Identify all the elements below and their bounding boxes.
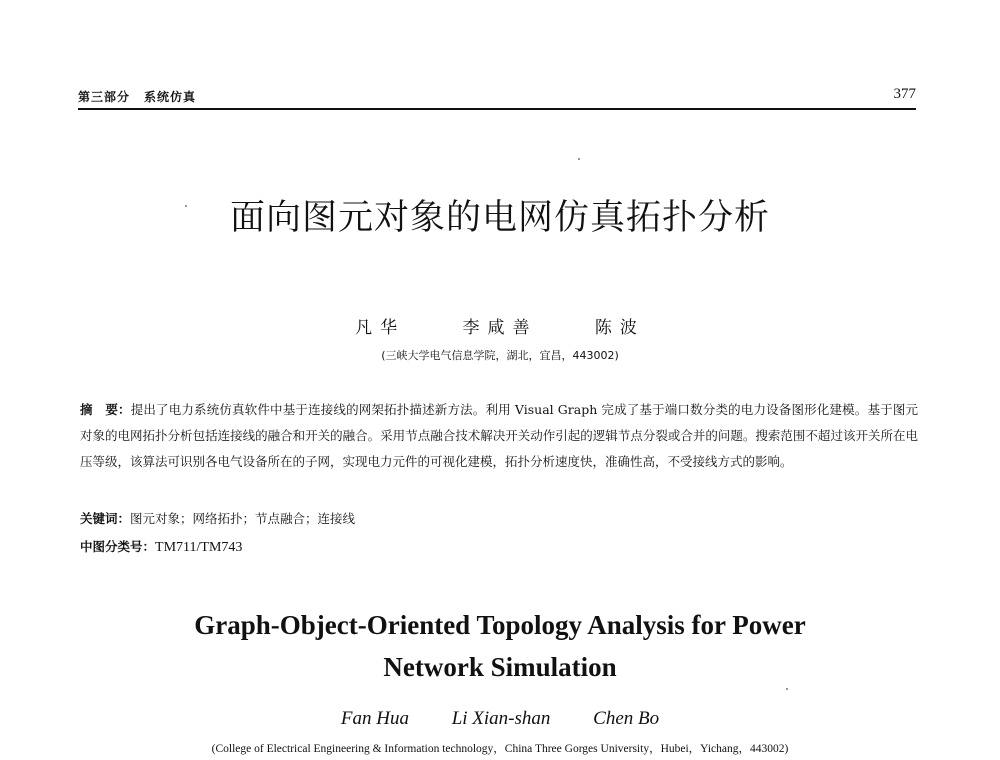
author-1-en: Fan Hua — [340, 708, 409, 729]
page-number: 377 — [893, 86, 916, 102]
classification-number — [80, 537, 918, 556]
abstract-label: 摘 要： — [80, 402, 131, 417]
abstract-text: 提出了电力系统仿真软件中基于连接线的网架拓扑描述新方法。利用 Visual Graph 完成了基于端口数分类的电力设备图形化建模。基于图元对象的电网拓扑分析包括连接线的融合和开关的融合。采用节点融合技术解决开关动作引起的逻辑节点分裂或合并的问题。搜索范围不超过该开关所在电压等级，该算法可识别各电气设备所在的子网，实现电力元件的可视化建模，拓扑分析速度快，准确性高，不受接线方式的影响。 — [80, 402, 918, 469]
affiliation-english: (College of Electrical Engineering & Information technology，China Three Gorges University，Hubei，Yichang，443002) — [211, 743, 789, 755]
authors-chinese — [0, 313, 1000, 338]
author-3-cn: 陈波 — [594, 318, 645, 338]
keywords — [80, 509, 918, 527]
classification-label: 中图分类号： — [80, 539, 156, 554]
scan-speck — [578, 158, 580, 160]
author-3-en: Chen Bo — [593, 708, 660, 729]
keywords-text: 图元对象；网络拓扑；节点融合；连接线 — [130, 511, 356, 526]
authors-english — [0, 708, 1000, 730]
running-head — [78, 86, 916, 110]
author-1-cn: 凡华 — [355, 318, 406, 338]
title-english — [0, 604, 1000, 688]
running-head-section — [78, 88, 196, 105]
classification-value: TM711/TM743 — [155, 540, 243, 555]
abstract — [80, 397, 918, 475]
section-label: 第三部分 — [78, 90, 131, 104]
title-chinese: 面向图元对象的电网仿真拓扑分析 — [229, 198, 770, 238]
author-2-en: Li Xian-shan — [451, 708, 551, 729]
author-2-cn: 李咸善 — [462, 318, 538, 338]
topic-label: 系统仿真 — [144, 90, 197, 104]
title-english-line-1: Graph-Object-Oriented Topology Analysis for Power — [194, 610, 806, 640]
title-english-line-2: Network Simulation — [383, 652, 617, 682]
keywords-label: 关键词： — [80, 511, 131, 526]
affiliation-chinese: (三峡大学电气信息学院，湖北，宜昌，443002) — [381, 349, 619, 362]
scan-speck — [786, 688, 788, 690]
